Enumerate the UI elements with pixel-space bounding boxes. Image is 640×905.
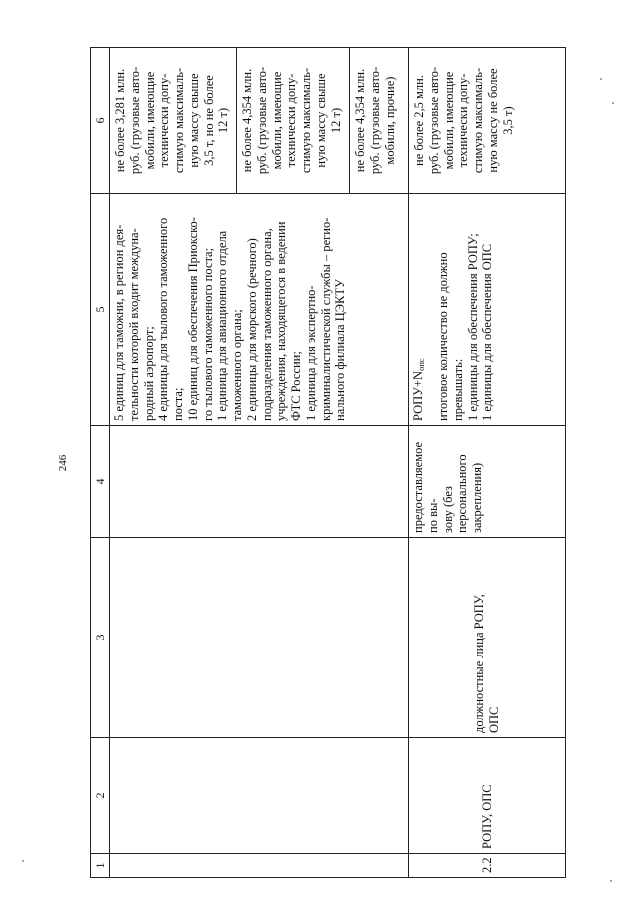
row1-col6-price-c: [350, 48, 409, 194]
cell-line: мобили, имеющие: [269, 71, 284, 170]
cell-line: ную массу свыше: [313, 73, 328, 168]
scan-speck: [610, 880, 612, 882]
scan-speck: [22, 860, 24, 862]
cell-line: 3,5 т, но не более: [201, 75, 216, 166]
cell-line: ную массу свыше: [186, 73, 201, 168]
cell-line: 2 единицы для морского (речного): [244, 238, 259, 421]
cell-line: ФТС России;: [289, 351, 303, 421]
rotated-table-page: [90, 48, 566, 878]
cell-line: руб. (грузовые авто-: [127, 66, 142, 175]
cell-line: мобили, прочие): [382, 76, 397, 165]
cell-line: стимую максималь-: [172, 67, 186, 174]
cell-line: 1 единица для авиационного отдела: [215, 230, 230, 421]
cell-line: 12 т): [216, 107, 231, 134]
cell-line: таможенного органа;: [230, 309, 244, 421]
cell-line: руб. (грузовые авто-: [426, 66, 441, 175]
cell-line: закрепления): [470, 462, 484, 533]
cell-line: 1 единица для экспертно-: [303, 285, 318, 421]
cell-line: не более 3,281 млн.: [113, 68, 127, 173]
cell-line: 1 единицы для обеспечения РОПУ;: [465, 233, 480, 421]
cell-line: технически допу-: [157, 73, 172, 168]
cell-line: родный аэропорт;: [141, 326, 156, 421]
cell-line: поста;: [171, 387, 185, 421]
header-col-3: 3: [91, 538, 110, 738]
row1-col1: [110, 854, 409, 878]
cell-line: стимую максималь-: [471, 67, 485, 174]
header-row: [91, 48, 110, 878]
scan-speck: [612, 102, 614, 104]
row2-provision: [409, 426, 566, 538]
cell-line: итоговое количество не должно: [436, 252, 451, 421]
row1-col5-units: [110, 194, 409, 426]
formula: [411, 198, 426, 421]
row2-price: [409, 48, 566, 194]
vehicle-norms-table: [90, 47, 566, 878]
cell-line: технически допу-: [284, 73, 299, 168]
cell-line: 5 единиц для таможни, в регион дея-: [112, 224, 126, 421]
row2-officials: [409, 538, 566, 738]
cell-line: превышать:: [450, 358, 465, 421]
row1-col2: [110, 738, 409, 854]
cell-line: зову (без персонального: [440, 454, 470, 533]
table-row-continued: [110, 48, 237, 878]
header-col-6: 6: [91, 48, 110, 194]
cell-line: не более 2,5 млн.: [412, 75, 426, 166]
cell-line: 1 единицы для обеспечения ОПС: [480, 243, 495, 421]
cell-line: предоставляемое по вы-: [411, 441, 440, 533]
cell-line: криминалистической службы – регио-: [318, 217, 333, 421]
formula-main: РОПУ+N: [411, 370, 425, 421]
cell-line: не более 4,354 млн.: [353, 68, 367, 173]
header-col-4: 4: [91, 426, 110, 538]
scan-speck: [600, 78, 602, 80]
cell-line: подразделения таможенного органа,: [259, 228, 274, 421]
cell-line: руб. (грузовые авто-: [254, 66, 269, 175]
table-row-2-2: [409, 48, 566, 878]
cell-line: нального филиала ЦЭКТУ: [333, 279, 348, 421]
cell-line: стимую максималь-: [299, 67, 313, 174]
cell-line: 4 единицы для тылового таможенного: [156, 217, 171, 421]
cell-line: мобили, имеющие: [142, 71, 157, 170]
header-col-2: 2: [91, 738, 110, 854]
cell-line: не более 4,354 млн.: [240, 68, 254, 173]
formula-subscript: опс: [416, 358, 426, 371]
cell-line: 10 единиц для обеспечения Приокско-: [185, 217, 200, 421]
row1-col3: [110, 538, 409, 738]
cell-line: должностные лица РОПУ,: [472, 594, 487, 733]
row1-col6-price-a: [110, 48, 237, 194]
cell-line: го тылового таможенного поста;: [200, 247, 215, 421]
cell-line: учреждения, находящегося в ведении: [274, 221, 289, 421]
cell-line: технически допу-: [456, 73, 471, 168]
header-col-1: 1: [91, 854, 110, 878]
cell-line: ную массу не более: [485, 68, 500, 173]
cell-line: тельности которой входит междуна-: [126, 228, 141, 421]
cell-line: 12 т): [328, 107, 343, 134]
row1-col6-price-b: [237, 48, 350, 194]
cell-line: мобили, имеющие: [441, 71, 456, 170]
row2-number: 2.2: [409, 854, 566, 878]
page-number: 246: [57, 454, 69, 472]
cell-line: руб. (грузовые авто-: [367, 66, 382, 175]
row2-quantity: [409, 194, 566, 426]
row2-name: РОПУ, ОПС: [409, 738, 566, 854]
row1-col4: [110, 426, 409, 538]
cell-line: 3,5 т): [500, 106, 515, 135]
cell-line: ОПС: [487, 706, 501, 733]
header-col-5: 5: [91, 194, 110, 426]
